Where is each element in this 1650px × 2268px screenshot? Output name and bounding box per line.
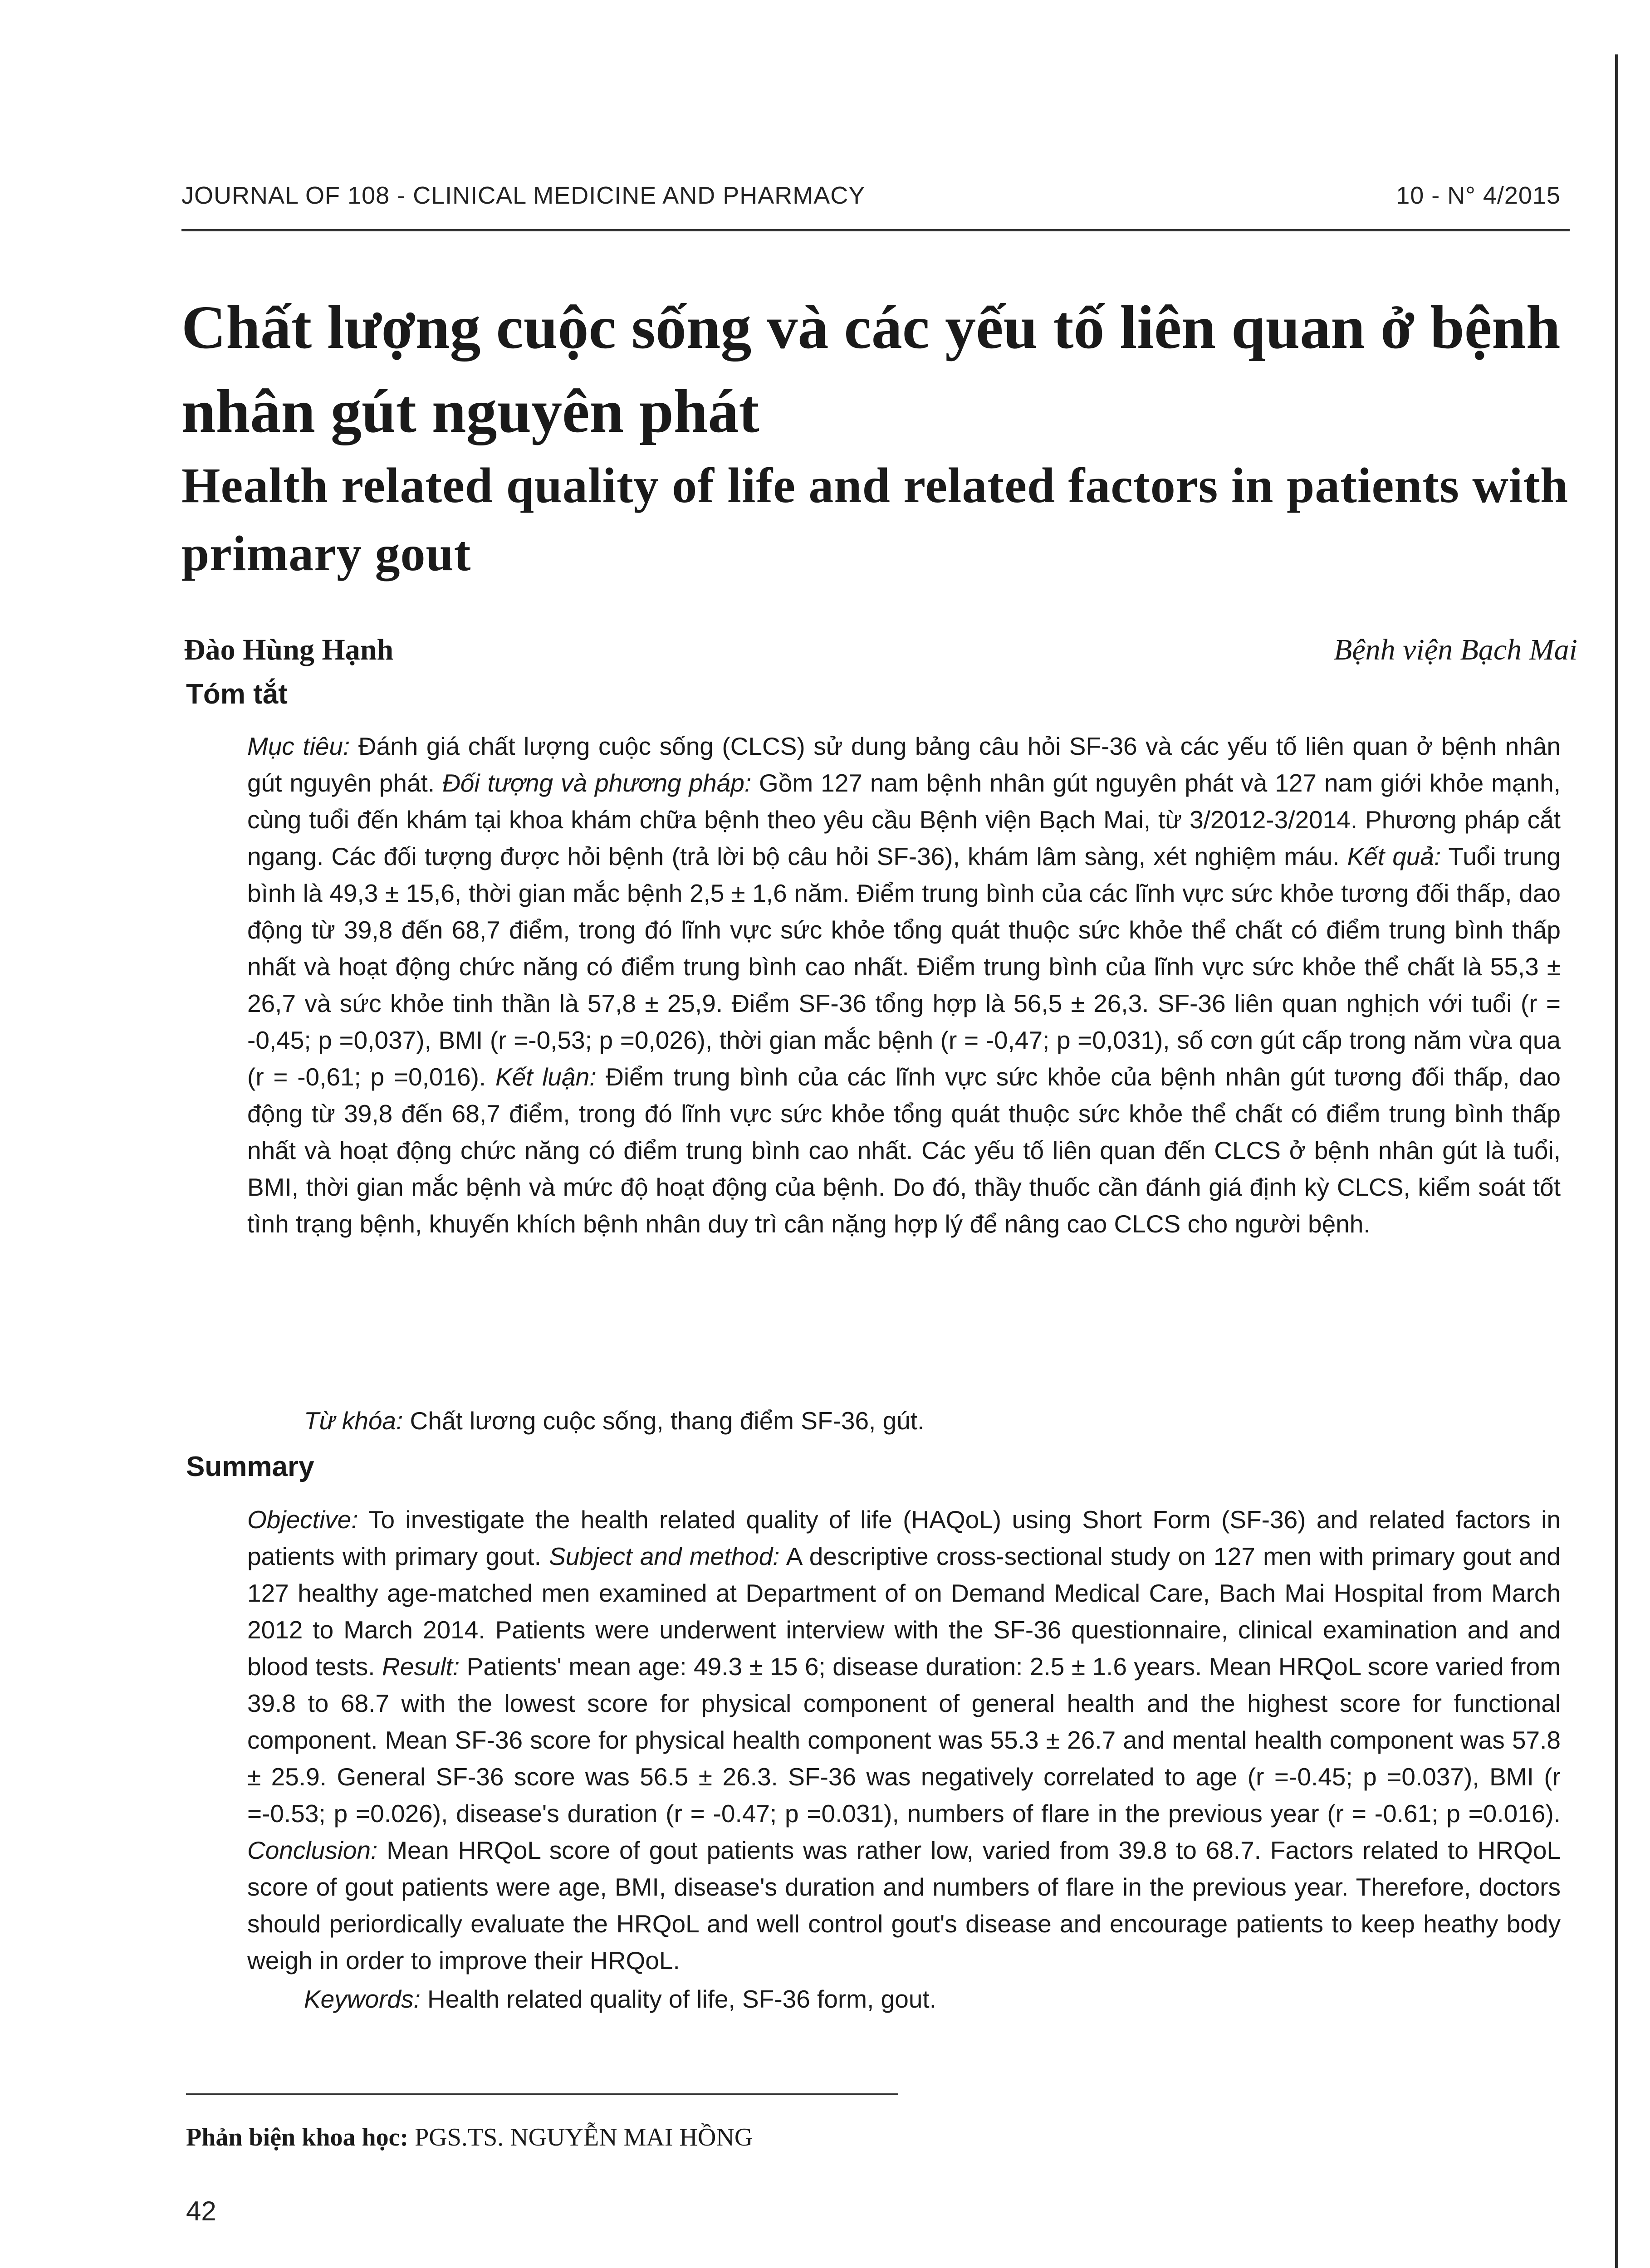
method-text-en: A descriptive cross-sectional study on 127 men with primary gout and 127 healthy age-matched men examined at Department of on Demand Medical Care, Bach Mai Hospital from March 2012 to March 2014. Patients were underwent interview with the SF-36 questionnaire, clinical examination and and blood tests. xyxy=(247,1542,1561,1681)
keywords-text-en: Health related quality of life, SF-36 form, gout. xyxy=(420,1985,936,2013)
running-header xyxy=(181,181,1561,218)
method-text-vi: Gồm 127 nam bệnh nhân gút nguyên phát và 127 nam giới khỏe mạnh, cùng tuổi đến khám tại khoa khám chữa bệnh theo yêu cầu Bệnh viện Bạch Mai, từ 3/2012-3/2014. Phương pháp cắt ngang. Các đối tượng được hỏi bệnh (trả lời bộ câu hỏi SF-36), khám lâm sàng, xét nghiệm máu. xyxy=(247,769,1561,870)
result-text-en: Patients' mean age: 49.3 ± 15 6; disease duration: 2.5 ± 1.6 years. Mean HRQoL score varied from 39.8 to 68.7 with the lowest score for physical component of general health and the highest score for functional component. Mean SF-36 score for physical health component was 55.3 ± 26.7 and mental health component was 57.8 ± 25.9. General SF-36 score was 56.5 ± 26.3. SF-36 was negatively correlated to age (r =-0.45; p =0.037), BMI (r =-0.53; p =0.026), disease's duration (r = -0.47; p =0.031), numbers of flare in the previous year (r = -0.61; p =0.016). xyxy=(247,1652,1561,1828)
keywords-vi xyxy=(304,1406,924,1435)
result-label-vi: Kết quả: xyxy=(1347,842,1441,870)
objective-label-en: Objective: xyxy=(247,1505,358,1534)
keywords-label-vi: Từ khóa: xyxy=(304,1407,403,1435)
conclusion-text-vi: Điểm trung bình của các lĩnh vực sức khỏe của bệnh nhân gút tương đối thấp, dao động từ 39,8 đến 68,7 điểm, trong đó lĩnh vực sức khỏe tổng quát thuộc sức khỏe thể chất có điểm trung bình thấp nhất và hoạt động chức năng có điểm trung bình cao nhất. Các yếu tố liên quan đến CLCS ở bệnh nhân gút là tuổi, BMI, thời gian mắc bệnh và mức độ hoạt động của bệnh. Do đó, thầy thuốc cần đánh giá định kỳ CLCS, kiểm soát tốt tình trạng bệnh, khuyến khích bệnh nhân duy trì cân nặng hợp lý để nâng cao CLCS cho người bệnh. xyxy=(247,1063,1561,1238)
conclusion-label-en: Conclusion: xyxy=(247,1836,378,1864)
abstract-vi-body xyxy=(247,728,1561,1242)
scan-edge-line xyxy=(1615,54,1618,2268)
footnote-reviewer xyxy=(186,2123,753,2152)
issue-number: 10 - N° 4/2015 xyxy=(1396,182,1561,209)
abstract-en-heading: Summary xyxy=(186,1451,314,1482)
abstract-en-body xyxy=(247,1501,1561,1979)
author-name: Đào Hùng Hạnh xyxy=(184,633,394,666)
reviewer-label: Phản biện khoa học: xyxy=(186,2123,409,2151)
keywords-en xyxy=(304,1984,936,2014)
method-label-en: Subject and method: xyxy=(549,1542,780,1570)
conclusion-text-en: Mean HRQoL score of gout patients was rather low, varied from 39.8 to 68.7. Factors related to HRQoL score of gout patients were age, BMI, disease's duration and numbers of flare in the previous year. Therefore, doctors should periordically evaluate the HRQoL and well control gout's disease and encourage patients to keep heathy body weigh in order to improve their HRQoL. xyxy=(247,1836,1561,1975)
reviewer-name: PGS.TS. NGUYỄN MAI HỒNG xyxy=(408,2123,753,2151)
objective-label-vi: Mục tiêu: xyxy=(247,732,350,760)
objective-text-en: To investigate the health related quality of life (HAQoL) using Short Form (SF-36) and related factors in patients with primary gout. xyxy=(247,1505,1561,1570)
keywords-text-vi: Chất lương cuộc sống, thang điểm SF-36, gút. xyxy=(403,1407,925,1435)
result-text-vi: Tuổi trung bình là 49,3 ± 15,6, thời gian mắc bệnh 2,5 ± 1,6 năm. Điểm trung bình của các lĩnh vực sức khỏe tương đối thấp, dao động từ 39,8 đến 68,7 điểm, trong đó lĩnh vực sức khỏe tổng quát thuộc sức khỏe thể chất có điểm trung bình thấp nhất và hoạt động chức năng có điểm trung bình cao nhất. Điểm trung bình của lĩnh vực sức khỏe thể chất là 55,3 ± 26,7 và sức khỏe tinh thần là 57,8 ± 25,9. Điểm SF-36 tổng hợp là 56,5 ± 26,3. SF-36 liên quan nghịch với tuổi (r = -0,45; p =0,037), BMI (r =-0,53; p =0,026), thời gian mắc bệnh (r = -0,47; p =0,031), số cơn gút cấp trong năm vừa qua (r = -0,61; p =0,016). xyxy=(247,842,1561,1091)
page-number: 42 xyxy=(186,2196,216,2226)
footnote-rule xyxy=(186,2093,898,2095)
objective-text-vi: Đánh giá chất lượng cuộc sống (CLCS) sử dung bảng câu hỏi SF-36 và các yếu tố liên quan ở bệnh nhân gút nguyên phát. xyxy=(247,732,1561,797)
conclusion-label-vi: Kết luận: xyxy=(495,1063,597,1091)
header-rule xyxy=(181,229,1570,231)
abstract-vi-heading: Tóm tắt xyxy=(186,679,288,710)
keywords-label-en: Keywords: xyxy=(304,1985,421,2013)
journal-name: JOURNAL OF 108 - CLINICAL MEDICINE AND PHARMACY xyxy=(181,182,866,209)
result-label-en: Result: xyxy=(382,1652,460,1681)
article-title-english: Health related quality of life and related factors in patients with primary gout xyxy=(181,458,1569,581)
author-affiliation: Bệnh viện Bạch Mai xyxy=(1334,633,1577,666)
article-title-vietnamese: Chất lượng cuộc sống và các yếu tố liên quan ở bệnh nhân gút nguyên phát xyxy=(181,293,1561,445)
method-label-vi: Đối tượng và phương pháp: xyxy=(442,769,752,797)
